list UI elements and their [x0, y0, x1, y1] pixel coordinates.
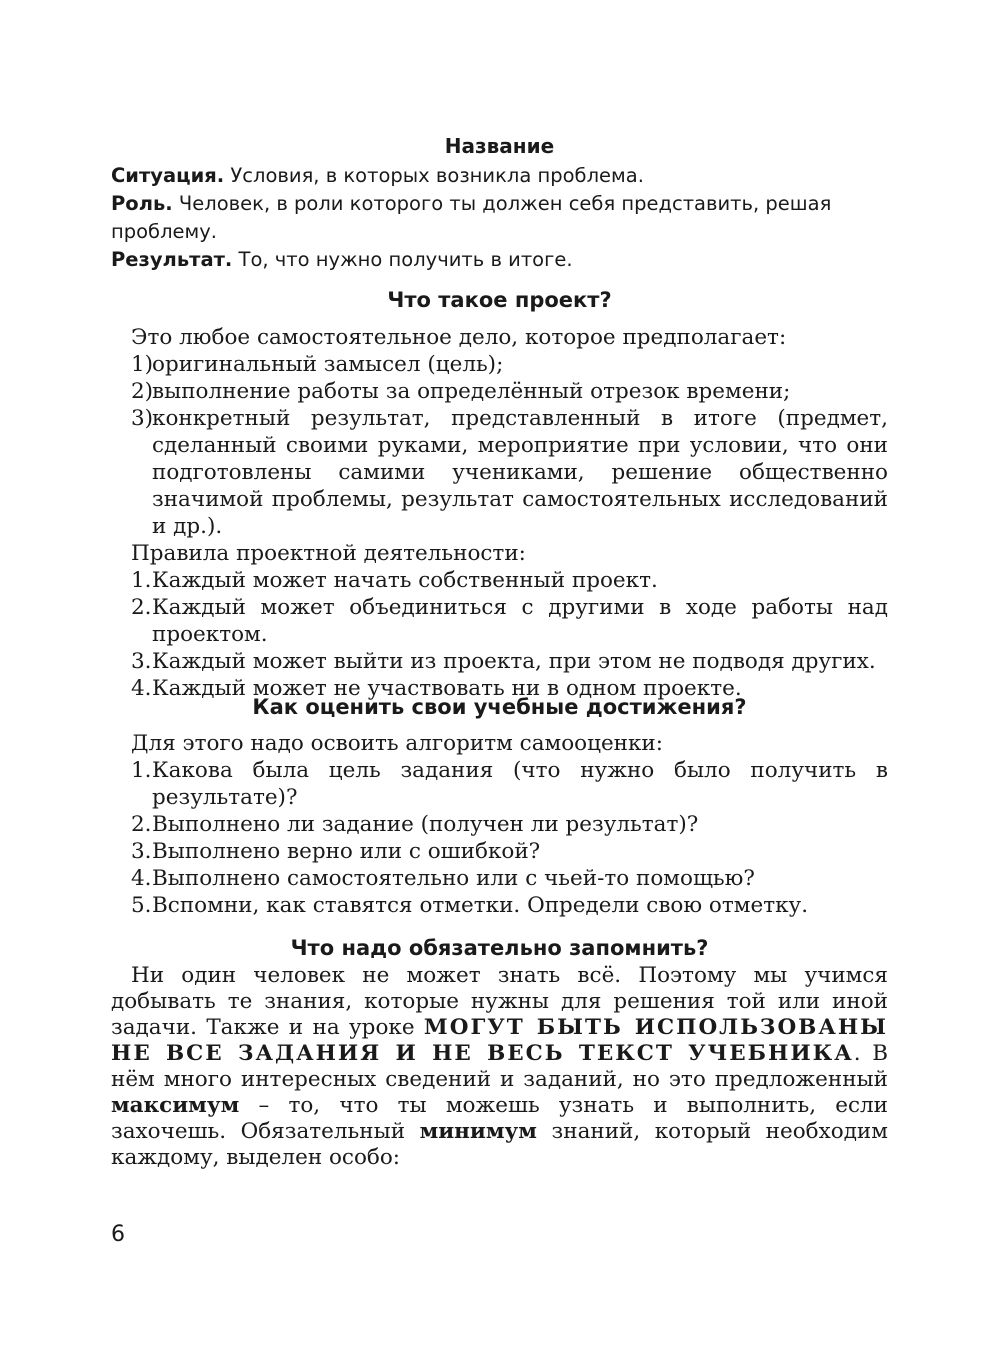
list-item-text: Каждый может начать собственный проект. [152, 568, 658, 593]
list-item [111, 405, 888, 540]
definition-situation: Условия, в которых возникла проблема. [224, 164, 644, 187]
project-heading: Что такое проект? [387, 288, 612, 312]
term-situation: Ситуация. [111, 164, 225, 187]
task-line-result [111, 246, 888, 274]
list-item [111, 351, 888, 378]
list-number: 1. [131, 758, 152, 783]
list-item-text: Каждый может выйти из проекта, при этом не подводя других. [152, 649, 876, 674]
page-number: 6 [111, 1222, 125, 1247]
list-item [111, 594, 888, 648]
list-item-text: Выполнено верно или с ошибкой? [152, 839, 541, 864]
list-item [111, 378, 888, 405]
maximum-term: максимум [111, 1093, 240, 1118]
project-intro: Это любое самостоятельное дело, которое предполагает: [131, 325, 787, 350]
list-item-text: выполнение работы за определённый отрезок времени; [152, 379, 791, 404]
list-number: 1) [131, 352, 154, 377]
project-rules-list [111, 567, 888, 702]
list-item [111, 892, 888, 919]
remember-text-2: . В нём много интересных сведений и заданий, но это предложенный [111, 1041, 888, 1092]
list-number: 4. [131, 676, 152, 701]
assessment-intro: Для этого надо освоить алгоритм самооценки: [131, 731, 664, 756]
list-item [111, 567, 888, 594]
list-item-text: Каждый может не участвовать ни в одном проекте. [152, 676, 742, 701]
list-item [111, 838, 888, 865]
assessment-steps-list [111, 757, 888, 919]
remember-text-4: знаний, который необходим каждому, выделен особо: [111, 1119, 888, 1170]
list-number: 1. [131, 568, 152, 593]
task-line-situation [111, 162, 888, 190]
list-item-text: Каждый может объединиться с другими в ходе работы над проектом. [152, 595, 888, 647]
task-template-block [111, 130, 888, 274]
list-number: 3. [131, 839, 152, 864]
assessment-section [111, 730, 888, 919]
definition-result: То, что нужно получить в итоге. [232, 248, 573, 271]
list-number: 2. [131, 812, 152, 837]
list-number: 2. [131, 595, 152, 620]
list-number: 4. [131, 866, 152, 891]
list-item [111, 865, 888, 892]
list-item-text: Выполнено самостоятельно или с чьей-то помощью? [152, 866, 755, 891]
list-item [111, 757, 888, 811]
list-item-text: Вспомни, как ставятся отметки. Определи свою отметку. [152, 893, 809, 918]
list-number: 5. [131, 893, 152, 918]
remember-text-3: – то, что ты можешь узнать и выполнить, если захочешь. Обязательный [111, 1093, 888, 1144]
term-result: Результат. [111, 248, 233, 271]
minimum-term: минимум [419, 1119, 537, 1144]
remember-paragraph [111, 963, 888, 1171]
remember-emphasis: МОГУТ БЫТЬ ИСПОЛЬЗОВАНЫ НЕ ВСЕ ЗАДАНИЯ И НЕ ВЕСЬ ТЕКСТ УЧЕБНИКА [111, 1015, 889, 1066]
list-number: 3) [131, 406, 154, 431]
assessment-heading: Как оценить свои учебные достижения? [252, 695, 747, 719]
list-item-text: конкретный результат, представленный в итоге (предмет, сделанный своими руками, мероприятие при условии, что они подготовлены самими учениками, решение общественно значимой проблемы, результат самостоятельных исследований и др.). [152, 406, 888, 539]
remember-text-1: Ни один человек не может знать всё. Поэтому мы учимся добывать те знания, которые нужны для решения той или иной задачи. Также и на уроке [111, 963, 888, 1040]
list-item-text: оригинальный замысел (цель); [152, 352, 504, 377]
list-item [111, 648, 888, 675]
list-item-text: Выполнено ли задание (получен ли результат)? [152, 812, 699, 837]
list-number: 3. [131, 649, 152, 674]
list-item-text: Какова была цель задания (что нужно было получить в результате)? [152, 758, 888, 810]
project-features-list [111, 351, 888, 540]
rules-intro: Правила проектной деятельности: [131, 541, 526, 566]
definition-role: Человек, в роли которого ты должен себя представить, решая проблему. [111, 192, 832, 243]
list-item [111, 811, 888, 838]
project-section [111, 324, 888, 702]
task-line-role [111, 190, 888, 246]
term-role: Роль. [111, 192, 173, 215]
list-number: 2) [131, 379, 154, 404]
task-title: Название [444, 134, 555, 158]
remember-heading: Что надо обязательно запомнить? [290, 936, 709, 960]
